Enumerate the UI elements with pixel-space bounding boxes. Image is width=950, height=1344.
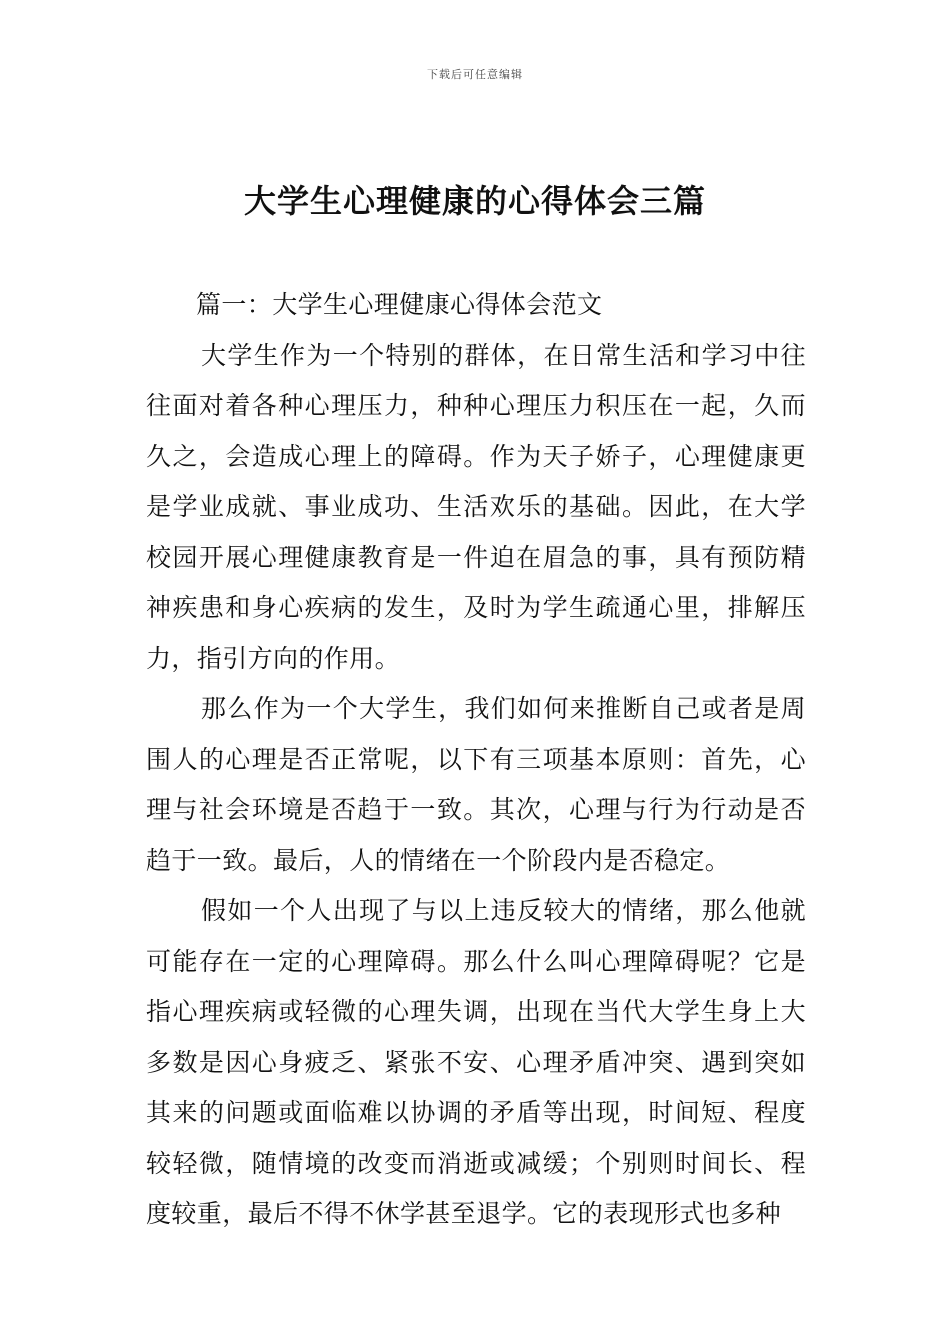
paragraph-1: 大学生作为一个特别的群体，在日常生活和学习中往往面对着各种心理压力，种种心理压力积压在一起，久而久之，会造成心理上的障碍。作为天子娇子，心理健康更是学业成就、事业成功、生活欢乐的基础。因此，在大学校园开展心理健康教育是一件迫在眉急的事，具有预防精神疾患和身心疾病的发生，及时为学生疏通心里，排解压力，指引方向的作用。 [146, 340, 806, 673]
section-heading: 篇一：大学生心理健康心得体会范文 [196, 290, 603, 319]
header-note: 下载后可任意编辑 [427, 68, 523, 81]
document-body [146, 280, 806, 1240]
document-title: 大学生心理健康的心得体会三篇 [243, 182, 706, 220]
paragraph-3: 假如一个人出现了与以上违反较大的情绪，那么他就可能存在一定的心理障碍。那么什么叫心理障碍呢？它是指心理疾病或轻微的心理失调，出现在当代大学生身上大多数是因心身疲乏、紧张不安、心理矛盾冲突、遇到突如其来的问题或面临难以协调的矛盾等出现，时间短、程度较轻微，随情境的改变而消逝或减缓；个别则时间长、程度较重，最后不得不休学甚至退学。它的表现形式也多种 [146, 896, 806, 1228]
paragraph-2: 那么作为一个大学生，我们如何来推断自己或者是周围人的心理是否正常呢，以下有三项基本原则：首先，心理与社会环境是否趋于一致。其次，心理与行为行动是否趋于一致。最后，人的情绪在一个阶段内是否稳定。 [146, 694, 806, 875]
